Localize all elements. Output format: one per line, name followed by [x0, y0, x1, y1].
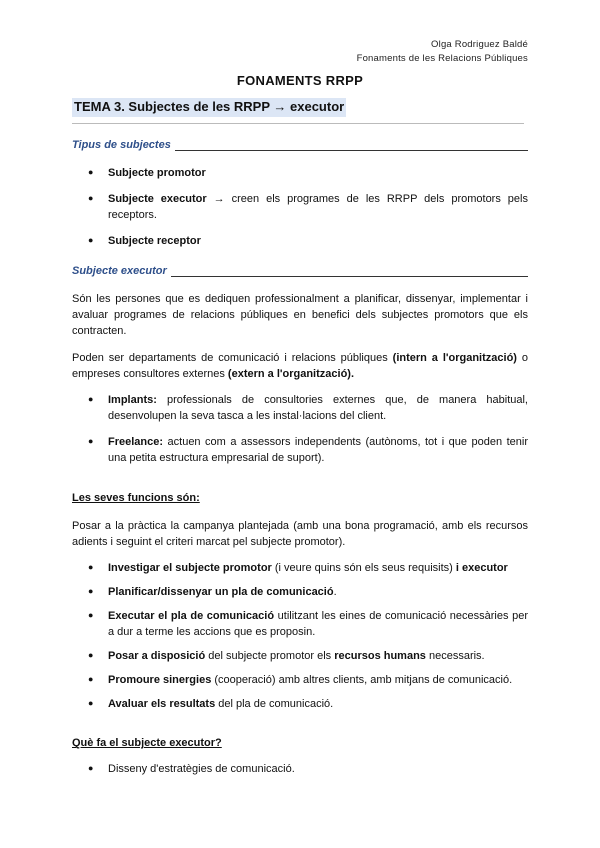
list-item-bold: Implants: [108, 394, 157, 407]
list-item-bold: Planificar/dissenyar un pla de comunicació [108, 585, 334, 598]
topic-divider [72, 123, 524, 124]
bullet-icon: ● [88, 394, 94, 405]
topic-title: TEMA 3. Subjectes de les RRPP → executor [72, 98, 346, 117]
paragraph-text: o empreses consultores externes [72, 352, 529, 381]
list-item [72, 192, 528, 224]
list-item-bold: Executar el pla de comunicació [108, 609, 275, 622]
paragraph-bold: (intern a l'organització) [392, 352, 517, 365]
list-item-bold: Posar a disposició [108, 649, 206, 662]
list-item [72, 697, 528, 713]
list-item-text: professionals de consultories externes que, de manera habitual, desenvolupen la seva tasca a les instal·lacions del client. [108, 394, 528, 423]
types-list [72, 166, 528, 250]
topic-block [72, 98, 528, 124]
functions-intro: Posar a la pràctica la campanya plantejada (amb una bona programació, amb els recursos adients i seguint el criteri marcat pel subjecte promotor). [72, 520, 528, 548]
list-item-bold: Freelance: [108, 436, 164, 449]
list-item-text: necessaris. [425, 649, 485, 662]
list-item-text: Disseny d'estratègies de comunicació. [108, 763, 295, 776]
list-item-text: → creen els programes de les RRPP dels promotors pels receptors. [108, 192, 528, 221]
bullet-icon: ● [88, 436, 94, 447]
list-item [72, 762, 528, 778]
document-title: FONAMENTS RRPP [236, 73, 364, 88]
bullet-icon: ● [88, 561, 94, 572]
bullet-icon: ● [88, 649, 94, 660]
bullet-icon: ● [88, 192, 94, 203]
list-item-bold: recursos humans [334, 649, 426, 662]
section-heading-types-text: Tipus de subjectes [72, 139, 171, 151]
list-item-bold: Subjecte receptor [108, 234, 201, 247]
list-item [72, 234, 528, 250]
list-item-text: del subjecte promotor els [205, 649, 335, 662]
list-item [72, 649, 528, 665]
list-item-bold: Promoure sinergies [108, 673, 212, 686]
bullet-icon: ● [88, 234, 94, 245]
list-item-text: del pla de comunicació. [215, 697, 334, 710]
list-item-text: actuen com a assessors independents (autònoms, tot i que poden tenir una petita estructura empresarial de suport). [108, 436, 528, 465]
section-heading-rule [171, 276, 528, 277]
list-item-bold: Subjecte executor [108, 192, 207, 205]
document-content [72, 138, 528, 778]
header-author: Olga Rodriguez Baldé [431, 39, 528, 50]
executor-paragraph-2 [72, 351, 528, 383]
paragraph-bold: (extern a l'organització). [227, 368, 355, 381]
list-item-text: utilitzant les eines de comunicació necessàries per a dur a terme les accions que es proposin. [108, 609, 529, 638]
list-item [72, 561, 528, 577]
list-item-bold: Investigar el subjecte promotor [108, 561, 272, 574]
section-heading-executor [72, 264, 528, 280]
list-item-text: (cooperació) amb altres clients, amb mitjans de comunicació. [211, 673, 513, 686]
bullet-icon: ● [88, 585, 94, 596]
bullet-icon: ● [88, 763, 94, 774]
functions-list [72, 561, 528, 713]
list-item [72, 166, 528, 182]
bullet-icon: ● [88, 673, 94, 684]
list-item [72, 435, 528, 467]
list-item [72, 673, 528, 689]
list-item [72, 585, 528, 601]
list-item-text: . [333, 585, 337, 598]
list-item [72, 609, 528, 641]
section-heading-rule [175, 150, 528, 151]
list-item-bold: i executor [455, 561, 508, 574]
executor-paragraph-1: Són les persones que es dediquen professionalment a planificar, dissenyar, implementar i avaluar programes de relacions públiques en benefici dels subjectes promotors que els contracten. [72, 292, 528, 337]
header-course: Fonaments de les Relacions Públiques [356, 53, 528, 64]
section-heading-executor-text: Subjecte executor [72, 264, 167, 277]
list-item-text: (i veure quins són els seus requisits) [271, 561, 456, 574]
functions-heading: Les seves funcions són: [72, 492, 200, 505]
list-item-bold: Subjecte promotor [108, 166, 206, 179]
paragraph-text: Poden ser departaments de comunicació i relacions públiques [72, 352, 393, 365]
section-heading-types [72, 138, 528, 154]
executor-types-list [72, 393, 528, 467]
bullet-icon: ● [88, 166, 94, 177]
list-item-bold: Avaluar els resultats [108, 697, 216, 710]
list-item [72, 393, 528, 425]
bullet-icon: ● [88, 609, 94, 620]
what-list [72, 762, 528, 778]
page-header [357, 38, 528, 66]
bullet-icon: ● [88, 697, 94, 708]
what-heading: Què fa el subjecte executor? [72, 737, 222, 750]
